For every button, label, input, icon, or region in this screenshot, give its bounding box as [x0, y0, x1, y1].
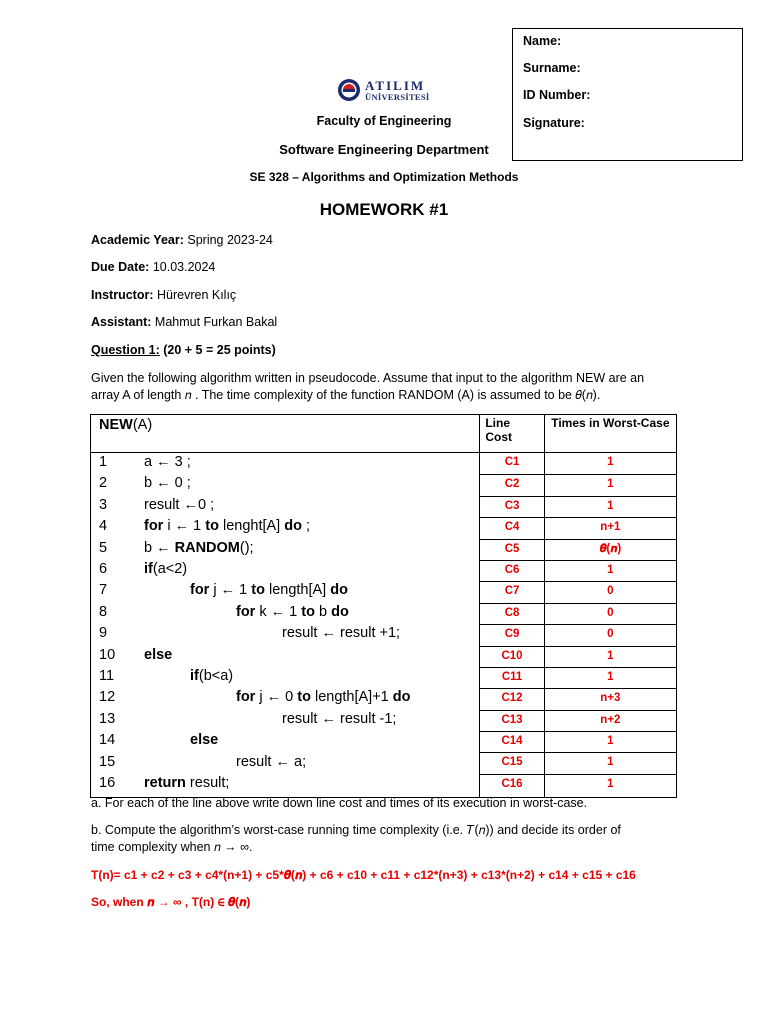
due-date	[91, 260, 215, 274]
instructor	[91, 288, 236, 302]
code-line	[236, 754, 306, 770]
times-header: Times in Worst-Case	[544, 415, 676, 453]
times-cell: 1	[607, 456, 614, 468]
department-title: Software Engineering Department	[279, 142, 489, 157]
line-number: 10	[99, 646, 116, 663]
keyword: do	[284, 518, 302, 535]
question-points: (20 + 5 = 25 points)	[163, 343, 276, 357]
keyword: for	[190, 582, 210, 599]
keyword: to	[301, 603, 315, 620]
code-text: length[A]	[264, 582, 331, 599]
line-number: 13	[99, 710, 116, 727]
pseudocode-block	[91, 453, 468, 797]
question-intro	[91, 370, 691, 404]
code-line	[282, 625, 400, 641]
code-line	[190, 732, 218, 748]
code-line	[144, 475, 191, 491]
code-text: lenght[A]	[218, 518, 285, 535]
logo-text-bottom: ÜNİVERSİTESİ	[365, 92, 430, 102]
code-text: result ←0 ;	[144, 496, 215, 513]
line-number: 6	[99, 561, 108, 577]
times-column	[544, 453, 676, 798]
keyword: do	[331, 603, 349, 620]
times-cell: 1	[545, 496, 676, 517]
times-cell: n+1	[545, 517, 676, 538]
due-date-label: Due Date:	[91, 260, 150, 274]
intro-line-2: array A of length 𝑛 . The time complexity of the function RANDOM (A) is assumed to be 𝜃(𝑛).	[91, 388, 601, 402]
question-heading	[91, 343, 276, 357]
line-cost-cell: C8	[480, 603, 543, 624]
university-logo	[337, 77, 437, 105]
code-line	[144, 540, 254, 556]
algorithm-header	[91, 415, 480, 453]
algorithm-args: (A)	[132, 417, 153, 433]
keyword: do	[392, 689, 411, 706]
times-cell: 1	[545, 731, 676, 752]
code-text: i ← 1	[163, 518, 206, 535]
surname-label: Surname:	[523, 61, 581, 75]
keyword: do	[330, 582, 348, 599]
keyword: to	[251, 582, 265, 599]
academic-year-label: Academic Year:	[91, 233, 184, 247]
part-a: a. For each of the line above write down line cost and times of its execution in worst-case.	[91, 796, 588, 810]
line-cost-header: Line Cost	[480, 415, 544, 453]
code-text: j ← 0	[255, 689, 298, 706]
code-line	[144, 454, 191, 470]
line-cost-cell: C16	[480, 774, 543, 795]
course-title: SE 328 – Algorithms and Optimization Methods	[249, 170, 519, 184]
line-cost-cell: C13	[480, 710, 543, 731]
line-number: 2	[99, 475, 108, 492]
line-number: 8	[99, 603, 108, 620]
line-number: 11	[99, 668, 115, 684]
times-cell: 𝜽(𝒏)	[545, 539, 676, 560]
code-text: k ← 1	[255, 603, 302, 620]
code-text: result ← a;	[236, 753, 307, 770]
name-label: Name:	[523, 34, 562, 48]
times-cell: 1	[545, 560, 676, 581]
assistant-value: Mahmut Furkan Bakal	[154, 315, 278, 329]
algorithm-name: NEW	[99, 417, 133, 433]
line-number: 5	[99, 539, 108, 556]
keyword: for	[144, 518, 164, 535]
code-text: j ← 1	[209, 582, 252, 599]
code-text: b ← 0 ;	[144, 475, 191, 492]
line-cost-cell: C12	[480, 688, 543, 709]
code-line	[144, 561, 187, 577]
code-line	[190, 668, 233, 684]
line-cost-cell: C14	[480, 731, 543, 752]
part-b	[91, 822, 691, 856]
code-line	[190, 582, 348, 598]
times-cell: 1	[545, 474, 676, 495]
code-text: b	[314, 603, 332, 620]
code-line	[282, 711, 396, 727]
keyword: to	[297, 689, 311, 706]
code-line	[144, 775, 229, 791]
line-cost-cell: C1	[504, 456, 520, 468]
code-text: result;	[185, 775, 230, 791]
keyword: if	[144, 561, 153, 577]
line-number: 3	[99, 496, 108, 513]
times-cell: 1	[545, 752, 676, 773]
line-cost-cell: C6	[480, 560, 543, 581]
cost-column	[480, 453, 544, 798]
assistant	[91, 315, 277, 329]
line-cost-cell: C4	[480, 517, 543, 538]
algorithm-table	[90, 414, 677, 798]
due-date-value: 10.03.2024	[152, 260, 216, 274]
line-cost-cell: C11	[480, 667, 543, 688]
line-number: 4	[99, 518, 108, 535]
code-text: a ← 3 ;	[144, 454, 191, 470]
line-cost-cell: C15	[480, 752, 543, 773]
faculty-title: Faculty of Engineering	[316, 114, 452, 128]
instructor-label: Instructor:	[91, 288, 154, 302]
times-cell: n+3	[545, 688, 676, 709]
line-number: 1	[99, 454, 108, 470]
line-number: 9	[99, 625, 108, 642]
part-b-line-2: time complexity when 𝑛 → ∞.	[91, 840, 253, 854]
university-emblem-icon	[337, 77, 361, 103]
instructor-value: Hürevren Kılıç	[156, 288, 237, 302]
code-text: ();	[239, 539, 254, 556]
question-label: Question 1:	[91, 343, 160, 357]
times-cell: 1	[545, 774, 676, 795]
academic-year-value: Spring 2023-24	[187, 233, 273, 247]
academic-year	[91, 233, 273, 247]
part-b-line-1: b. Compute the algorithm’s worst-case running time complexity (i.e. 𝑇(𝑛)) and decide its order of	[91, 823, 621, 837]
keyword: else	[190, 732, 219, 749]
line-cost-cell: C3	[480, 496, 543, 517]
code-text: b ←	[144, 539, 175, 556]
line-cost-cell: C9	[480, 624, 543, 645]
keyword: for	[236, 603, 256, 620]
line-number: 12	[99, 689, 116, 706]
line-cost-cell: C10	[480, 646, 543, 667]
code-line	[144, 518, 310, 534]
code-text: result ← result -1;	[282, 710, 397, 727]
times-cell: 0	[545, 581, 676, 602]
code-line	[236, 604, 349, 620]
keyword: if	[190, 668, 199, 684]
answer-conclusion: So, when 𝒏 → ∞ , T(n) ∈ 𝜽(𝒏)	[91, 895, 251, 909]
code-text: (b<a)	[198, 668, 234, 684]
times-cell: 0	[545, 603, 676, 624]
line-number: 7	[99, 582, 108, 599]
id-number-label: ID Number:	[523, 88, 591, 102]
times-cell: 1	[545, 646, 676, 667]
keyword: to	[205, 518, 219, 535]
homework-title: HOMEWORK #1	[319, 200, 449, 219]
line-cost-cell: C2	[480, 474, 543, 495]
logo-text-top: ATILIM	[365, 78, 426, 93]
line-cost-cell: C7	[480, 581, 543, 602]
times-cell: 1	[545, 667, 676, 688]
assistant-label: Assistant:	[91, 315, 152, 329]
times-cell: n+2	[545, 710, 676, 731]
code-cell	[91, 453, 480, 798]
line-number: 16	[99, 775, 116, 791]
code-text: (a<2)	[152, 561, 188, 577]
line-number: 15	[99, 753, 116, 770]
signature-label: Signature:	[523, 116, 585, 130]
code-line	[144, 497, 214, 513]
line-cost-cell: C5	[480, 539, 543, 560]
keyword: for	[236, 689, 256, 706]
line-number: 14	[99, 732, 116, 749]
code-line	[236, 689, 410, 705]
keyword: RANDOM	[174, 539, 240, 556]
code-text: length[A]+1	[310, 689, 393, 706]
keyword: else	[144, 646, 173, 663]
times-cell: 0	[545, 624, 676, 645]
answer-formula: T(n)= c1 + c2 + c3 + c4*(n+1) + c5*𝜽(𝒏) + c6 + c10 + c11 + c12*(n+3) + c13*(n+2) + c14 + c15 + c16	[91, 868, 636, 882]
intro-line-1: Given the following algorithm written in pseudocode. Assume that input to the algorithm NEW are an	[91, 371, 645, 385]
code-line	[144, 647, 172, 663]
keyword: return	[144, 775, 186, 791]
code-text: result ← result +1;	[282, 625, 401, 642]
code-text: ;	[301, 518, 311, 535]
